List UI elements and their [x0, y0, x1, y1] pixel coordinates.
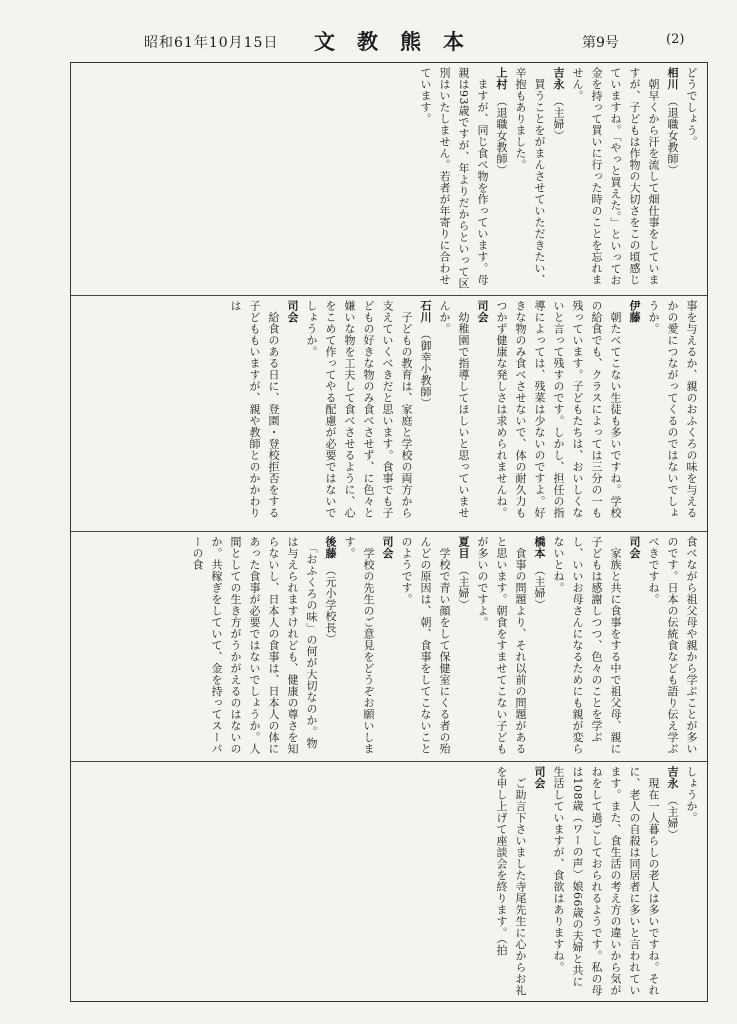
- article-tier-4: [71, 761, 707, 1001]
- body-paragraph: [340, 536, 378, 757]
- speaker-name: 石川: [419, 300, 432, 323]
- page-number: (2): [666, 32, 685, 47]
- paragraph-text: （元小学校長）: [324, 564, 337, 645]
- speaker-name: 司会: [533, 766, 546, 789]
- paragraph-text: 事を与えるか、親のおふくろの味を与えるかの愛につながってくるのではないでしょうか。: [647, 300, 698, 519]
- body-paragraph: [473, 536, 530, 757]
- paragraph-text: しょうか。: [685, 766, 698, 824]
- speaker-name: 夏目: [457, 536, 470, 559]
- body-paragraph: [492, 766, 530, 997]
- paragraph-text: （御幸小教師）: [419, 328, 432, 409]
- issue-number: 第9号: [582, 35, 619, 51]
- paragraph-text: （主婦）: [457, 564, 470, 611]
- speaker-paragraph: [283, 300, 302, 527]
- speaker-paragraph: [530, 766, 549, 997]
- body-paragraph: [549, 536, 625, 757]
- speaker-paragraph: [530, 536, 549, 757]
- speaker-name: 橋本: [533, 536, 546, 559]
- paragraph-text: 食べながら祖父母や親から学ぶことが多いのです。日本の伝統食なども語り伝え学ぶべきですね。: [647, 536, 698, 755]
- issue-date: 昭和61年10月15日: [144, 35, 279, 51]
- speaker-name: 司会: [381, 536, 394, 559]
- body-paragraph: [492, 300, 625, 527]
- paragraph-text: 食事の問題より、それ以前の問題があると思います。朝食をすませてこない子どもが多いのですよ。: [476, 536, 527, 755]
- paragraph-text: 朝早くから汗を流して畑仕事をしていますが、子どもは作物の大切さをこの頃感じていますね。「やっと買えた。」といってお金を持って買いに行った時のことを忘れません。: [571, 67, 660, 286]
- speaker-paragraph: [378, 536, 397, 757]
- speaker-paragraph: [454, 536, 473, 757]
- newspaper-page: [22, 18, 715, 1006]
- article-tier-3: [71, 531, 707, 761]
- paragraph-text: どうでしょう。: [685, 67, 698, 148]
- speaker-name: 司会: [286, 300, 299, 323]
- paragraph-text: （退職女教師）: [666, 95, 679, 176]
- paragraph-text: 学校の先生のご意見をどうぞお願いします。: [343, 536, 375, 755]
- body-paragraph: [549, 766, 663, 997]
- speaker-name: 司会: [476, 300, 489, 323]
- speaker-name: 相川: [666, 67, 679, 90]
- body-paragraph: [568, 67, 663, 291]
- speaker-paragraph: [473, 300, 492, 527]
- body-paragraph: [682, 766, 701, 997]
- speaker-paragraph: [492, 67, 511, 291]
- paragraph-text: 朝たべてこない生徒も多いですね。学校の給食でも、クラスによっては三分の一も残っています。子どもたちは、おいしくないと言って残すのです。しかし、担任の指導によっては、残菜は少ないのですよ。好きな物のみ食べさせないで、体の耐久力もつかず健康な発しさは求められませんね。: [495, 300, 622, 519]
- speaker-name: 伊藤: [628, 300, 641, 323]
- body-paragraph: [435, 300, 473, 527]
- speaker-paragraph: [416, 300, 435, 527]
- paragraph-text: （主婦）: [552, 95, 565, 142]
- paragraph-text: 家族と共に食事をする中で祖父母、親に子どもは感謝しつつ、色々のことを学ぶし、いいお母さんになるためにも親が変らないとね。: [552, 536, 622, 755]
- paragraph-text: 学校で青い顔をして保健室にくる者の殆んどの原因は、朝、食事をしてこないことのようです。: [400, 536, 451, 755]
- paragraph-text: 給食のある日に、登園・登校拒否をする子どももいますが、親や教師とのかかわりは: [229, 300, 280, 519]
- paragraph-text: 「おふくろの味」の何が大切なのか。物は与えられますけれども、健康の尊さを知らないし、日本人の食事は、日本人の体にあった食事が必要ではないでしょうか。人間としての生き方がうかがえるのはないのか。共稼ぎをしていて、金を持ってスーパーの食: [191, 536, 318, 755]
- newspaper-title: 文教熊本: [314, 29, 486, 54]
- body-paragraph: [226, 300, 283, 527]
- speaker-paragraph: [549, 67, 568, 291]
- speaker-name: 司会: [628, 536, 641, 559]
- body-paragraph: [644, 300, 701, 527]
- body-paragraph: [416, 67, 492, 291]
- paragraph-text: （退職女教師）: [495, 95, 508, 176]
- paragraph-text: ご助言下さいました寺尾先生に心からお礼を申し上げて座談会を終ります。（拍: [495, 766, 527, 996]
- body-paragraph: [397, 536, 454, 757]
- speaker-paragraph: [625, 536, 644, 757]
- article-tier-1: [71, 63, 707, 295]
- body-paragraph: [188, 536, 321, 757]
- paragraph-text: 現在一人暮らしの老人は多いですね。それに、老人の自殺は同居者に多いと言われています。また、食生活の考え方の違いから気がねをして過ごしておられるようです。私の母は108歳（ワーの声）娘66歳の夫婦と共に生活していますが、食欲はありますね。: [552, 766, 660, 996]
- paragraph-text: （主婦）: [533, 564, 546, 611]
- body-paragraph: [682, 67, 701, 291]
- body-paragraph: [302, 300, 416, 527]
- speaker-name: 後藤: [324, 536, 337, 559]
- masthead: [22, 18, 715, 62]
- speaker-paragraph: [321, 536, 340, 757]
- article-frame: [70, 62, 708, 1002]
- article-tier-2: [71, 295, 707, 531]
- paragraph-text: 買うことをがまんさせていただきたい、辛抱もありました。: [514, 67, 546, 286]
- paragraph-text: 幼稚園で指導してほしいと思っていませんか。: [438, 300, 470, 519]
- speaker-name: 上村: [495, 67, 508, 90]
- speaker-paragraph: [625, 300, 644, 527]
- paragraph-text: （主婦）: [666, 794, 679, 841]
- speaker-name: 吉永: [666, 766, 679, 789]
- body-paragraph: [644, 536, 701, 757]
- speaker-name: 吉永: [552, 67, 565, 90]
- paragraph-text: 子どもの教育は、家庭と学校の両方から支えていくべきだと思います。食事でも子どもの好きな物のみ食べさせず、に色々と嫌いな物を工夫して食べさせるように、心をこめて作ってやる配慮が必要ではないでしょうか。: [305, 300, 413, 519]
- speaker-paragraph: [663, 67, 682, 291]
- paragraph-text: ますが、同じ食べ物を作っています。母親は93歳ですが、年よりだからといって区別はいたしません。若者が年寄りに合わせています。: [419, 67, 489, 289]
- speaker-paragraph: [663, 766, 682, 997]
- body-paragraph: [511, 67, 549, 291]
